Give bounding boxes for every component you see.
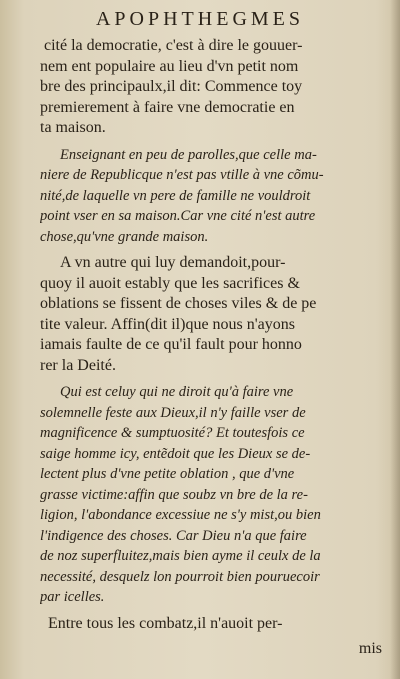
running-header: APOPHTHEGMES xyxy=(95,8,305,30)
text-line: quoy il auoit estably que les sacrifices & xyxy=(40,274,300,292)
text-line: rer la Deité. xyxy=(40,356,116,374)
text-line: premierement à faire vne democratie en xyxy=(40,98,295,116)
commentary-line: magnificence & sumptuosité? Et toutesfois ce xyxy=(40,425,305,441)
page-body xyxy=(40,36,385,634)
text-line: Entre tous les combatz,il n'auoit per- xyxy=(48,614,283,632)
text-line: A vn autre qui luy demandoit,pour- xyxy=(60,254,286,271)
commentary-line: lectent plus d'vne petite oblation , que d'vne xyxy=(40,466,295,482)
commentary-line: de noz superfluitez,mais bien ayme il ceulx de la xyxy=(40,548,321,564)
commentary-line: par icelles. xyxy=(40,589,105,605)
commentary-line: ligion, l'abondance excessiue ne s'y mist,ou bien xyxy=(40,507,321,523)
text-line: oblations se fissent de choses viles & de pe xyxy=(40,295,317,312)
commentary-line: chose,qu'vne grande maison. xyxy=(40,228,209,245)
commentary-line: saige homme icy, entẽdoit que les Dieux se de- xyxy=(40,445,311,462)
commentary-line: Enseignant en peu de parolles,que celle ma- xyxy=(60,146,317,163)
text-line: tite valeur. Affin(dit il)que nous n'ayons xyxy=(40,315,295,333)
page-edge-shadow xyxy=(390,0,400,679)
commentary-line: solemnelle feste aux Dieux,il n'y faille vser de xyxy=(40,404,306,421)
text-line: bre des principaulx,il dit: Commence toy xyxy=(40,78,303,95)
text-line: iamais faulte de ce qu'il fault pour honno xyxy=(40,336,302,353)
commentary-line: grasse victime:affin que soubz vn bre de la re- xyxy=(40,486,308,503)
text-line: ta maison. xyxy=(40,119,106,136)
text-line: cité la democratie, c'est à dire le gouuer- xyxy=(44,37,303,54)
commentary-line: Qui est celuy qui ne diroit qu'à faire vne xyxy=(60,384,294,400)
catchword: mis xyxy=(358,640,382,657)
commentary-line: necessité, desquelz lon pourroit bien pouruecoir xyxy=(40,568,320,585)
commentary-line: l'indigence des choses. Car Dieu n'a que faire xyxy=(40,527,307,544)
commentary-line: niere de Republicque n'est pas vtille à vne cõmu- xyxy=(40,167,324,183)
commentary-line: point vser en sa maison.Car vne cité n'est autre xyxy=(40,208,316,224)
commentary-line: nité,de laquelle vn pere de famille ne vouldroit xyxy=(40,187,311,204)
text-line: nem ent populaire au lieu d'vn petit nom xyxy=(40,57,299,75)
